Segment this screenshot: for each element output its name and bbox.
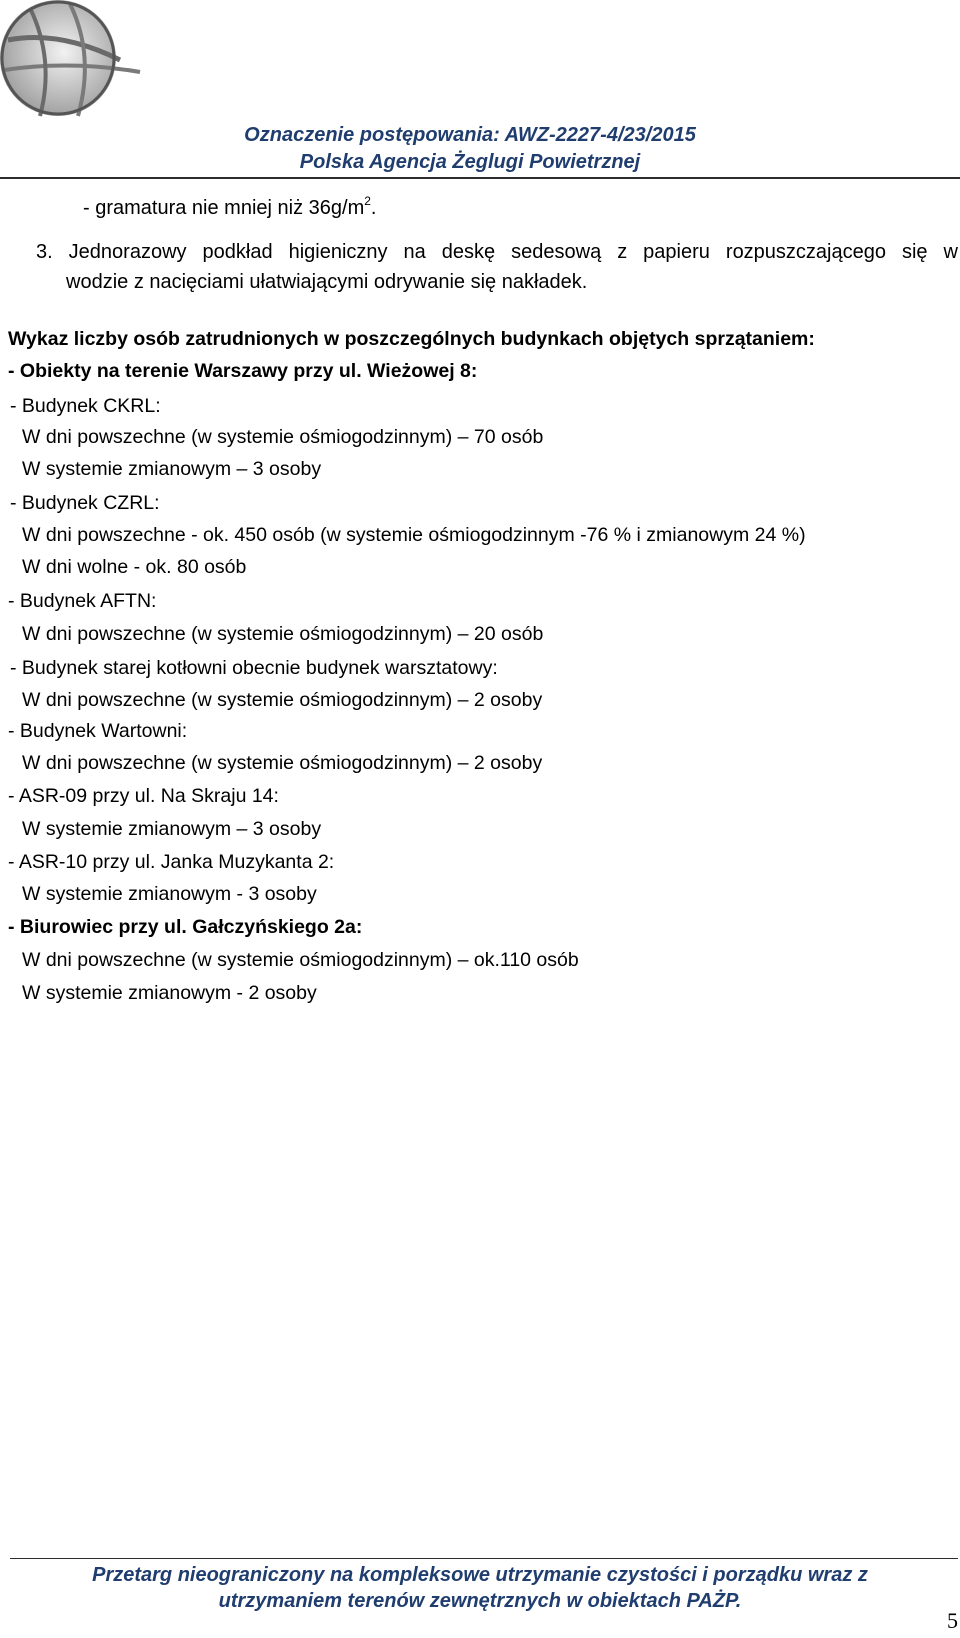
header-case-number: Oznaczenie postępowania: AWZ-2227-4/23/2015 [244,124,696,146]
item-3-line-1: 3. Jednorazowy podkład higieniczny na deskę sedesową z papieru rozpuszczającego się w [36,241,958,263]
pazp-logo-icon [0,0,145,118]
header-agency-name: Polska Agencja Żeglugi Powietrznej [299,151,641,173]
building-guardhouse-label: - Budynek Wartowni: [8,720,188,742]
ckrl-weekday-staff: W dni powszechne (w systemie ośmiogodzinnym) – 70 osób [22,426,544,448]
office-weekday-staff: W dni powszechne (w systemie ośmiogodzinnym) – ok.110 osób [22,949,579,971]
asr-10-shift-staff: W systemie zmianowym - 3 osoby [22,883,317,905]
warsaw-objects-heading: - Obiekty na terenie Warszawy przy ul. Wieżowej 8: [8,360,478,382]
footer-tender-line-1: Przetarg nieograniczony na kompleksowe utrzymanie czystości i porządku wraz z [92,1564,868,1586]
building-boiler-label: - Budynek starej kotłowni obecnie budynek warsztatowy: [10,657,498,679]
building-aftn-label: - Budynek AFTN: [8,590,157,612]
footer-divider [10,1558,958,1559]
gramatura-tail: . [370,197,377,219]
asr-09-shift-staff: W systemie zmianowym – 3 osoby [22,818,322,840]
footer-tender-line-2: utrzymaniem terenów zewnętrznych w obiektach PAŻP. [218,1590,742,1612]
office-shift-staff: W systemie zmianowym - 2 osoby [22,982,317,1004]
building-czrl-label: - Budynek CZRL: [10,492,160,514]
building-ckrl-label: - Budynek CKRL: [10,395,161,417]
aftn-weekday-staff: W dni powszechne (w systemie ośmiogodzinnym) – 20 osób [22,623,544,645]
gramatura-line [83,196,376,220]
asr-09-label: - ASR-09 przy ul. Na Skraju 14: [8,785,279,807]
office-building-label: - Biurowiec przy ul. Gałczyńskiego 2a: [8,916,363,938]
czrl-weekday-staff: W dni powszechne - ok. 450 osób (w systemie ośmiogodzinnym -76 % i zmianowym 24 %) [22,524,806,546]
header-divider [0,177,960,179]
page-number: 5 [947,1608,958,1633]
asr-10-label: - ASR-10 przy ul. Janka Muzykanta 2: [8,851,335,873]
czrl-weekend-staff: W dni wolne - ok. 80 osób [22,556,247,578]
gramatura-text: - gramatura nie mniej niż 36g/m [83,197,365,219]
item-3-line-2: wodzie z nacięciami ułatwiającymi odrywanie się nakładek. [66,271,588,293]
guardhouse-weekday-staff: W dni powszechne (w systemie ośmiogodzinnym) – 2 osoby [22,752,543,774]
boiler-weekday-staff: W dni powszechne (w systemie ośmiogodzinnym) – 2 osoby [22,689,543,711]
gramatura-superscript: 2 [364,194,371,208]
ckrl-shift-staff: W systemie zmianowym – 3 osoby [22,458,322,480]
staff-list-heading: Wykaz liczby osób zatrudnionych w poszczególnych budynkach objętych sprzątaniem: [8,328,815,350]
